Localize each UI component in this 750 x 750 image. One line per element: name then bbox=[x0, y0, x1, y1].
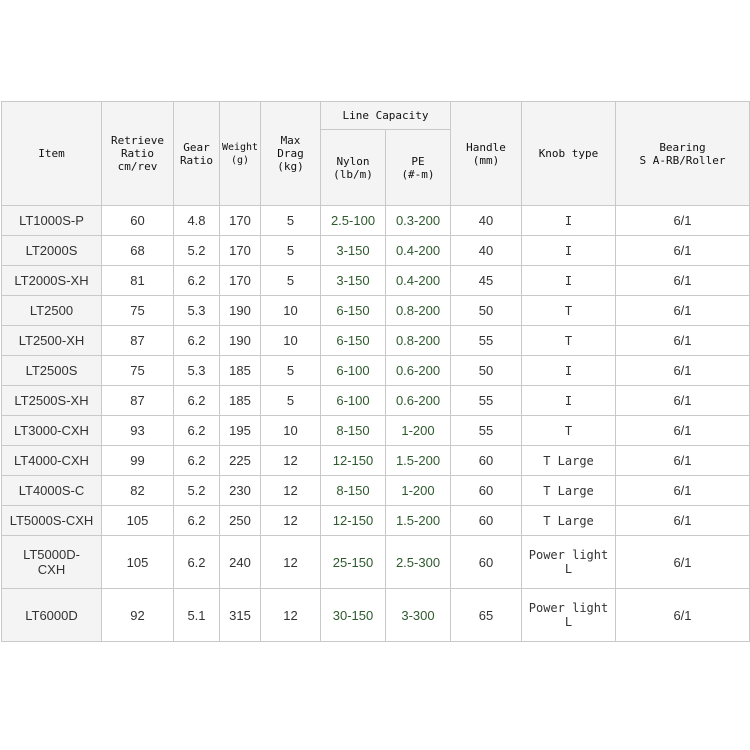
cell-knob: T bbox=[522, 296, 616, 326]
cell-pe: 1-200 bbox=[386, 416, 451, 446]
table-row bbox=[2, 326, 750, 356]
cell-handle: 60 bbox=[451, 476, 522, 506]
table-row bbox=[2, 356, 750, 386]
cell-bearing: 6/1 bbox=[616, 236, 750, 266]
cell-knob: T bbox=[522, 326, 616, 356]
cell-drag: 12 bbox=[261, 506, 321, 536]
cell-bearing: 6/1 bbox=[616, 296, 750, 326]
cell-knob: I bbox=[522, 206, 616, 236]
cell-nylon: 2.5-100 bbox=[321, 206, 386, 236]
cell-weight: 190 bbox=[220, 326, 261, 356]
cell-pe: 0.6-200 bbox=[386, 386, 451, 416]
cell-nylon: 6-100 bbox=[321, 386, 386, 416]
cell-retrieve: 60 bbox=[102, 206, 174, 236]
cell-knob: T Large bbox=[522, 446, 616, 476]
cell-item: LT2500-XH bbox=[2, 326, 102, 356]
cell-nylon: 25-150 bbox=[321, 536, 386, 589]
cell-gear: 6.2 bbox=[174, 386, 220, 416]
cell-item: LT2500S bbox=[2, 356, 102, 386]
cell-weight: 170 bbox=[220, 266, 261, 296]
cell-pe: 0.8-200 bbox=[386, 296, 451, 326]
cell-gear: 5.2 bbox=[174, 236, 220, 266]
cell-drag: 10 bbox=[261, 416, 321, 446]
cell-weight: 185 bbox=[220, 386, 261, 416]
cell-nylon: 6-150 bbox=[321, 326, 386, 356]
cell-knob bbox=[522, 536, 616, 589]
table-row bbox=[2, 589, 750, 642]
cell-knob: I bbox=[522, 236, 616, 266]
cell-pe: 1-200 bbox=[386, 476, 451, 506]
cell-retrieve: 93 bbox=[102, 416, 174, 446]
cell-handle: 55 bbox=[451, 386, 522, 416]
cell-bearing: 6/1 bbox=[616, 536, 750, 589]
cell-item: LT4000S-C bbox=[2, 476, 102, 506]
col-line-capacity-header: Line Capacity bbox=[321, 102, 451, 130]
cell-pe: 3-300 bbox=[386, 589, 451, 642]
cell-nylon: 6-100 bbox=[321, 356, 386, 386]
cell-nylon: 6-150 bbox=[321, 296, 386, 326]
table-row bbox=[2, 206, 750, 236]
table-row bbox=[2, 236, 750, 266]
cell-retrieve: 81 bbox=[102, 266, 174, 296]
cell-knob bbox=[522, 589, 616, 642]
cell-line: L bbox=[564, 615, 573, 629]
cell-nylon: 8-150 bbox=[321, 416, 386, 446]
cell-handle: 60 bbox=[451, 446, 522, 476]
table-row bbox=[2, 296, 750, 326]
cell-pe: 0.8-200 bbox=[386, 326, 451, 356]
cell-knob: T bbox=[522, 416, 616, 446]
cell-gear: 6.2 bbox=[174, 536, 220, 589]
cell-retrieve: 82 bbox=[102, 476, 174, 506]
cell-weight: 190 bbox=[220, 296, 261, 326]
cell-gear: 5.3 bbox=[174, 296, 220, 326]
cell-handle: 60 bbox=[451, 506, 522, 536]
cell-weight: 250 bbox=[220, 506, 261, 536]
cell-drag: 10 bbox=[261, 296, 321, 326]
cell-gear: 5.2 bbox=[174, 476, 220, 506]
cell-gear: 6.2 bbox=[174, 416, 220, 446]
cell-weight: 170 bbox=[220, 236, 261, 266]
cell-knob: I bbox=[522, 356, 616, 386]
cell-pe: 1.5-200 bbox=[386, 446, 451, 476]
col-pe-header: PE (#-m) bbox=[386, 130, 451, 206]
cell-line: Power light bbox=[528, 601, 609, 615]
cell-handle: 40 bbox=[451, 236, 522, 266]
cell-drag: 12 bbox=[261, 589, 321, 642]
cell-item: LT2500 bbox=[2, 296, 102, 326]
col-bearing-header: Bearing S A-RB/Roller bbox=[616, 102, 750, 206]
cell-item: LT3000-CXH bbox=[2, 416, 102, 446]
table-row bbox=[2, 476, 750, 506]
cell-gear: 6.2 bbox=[174, 506, 220, 536]
cell-handle: 55 bbox=[451, 416, 522, 446]
cell-item: LT1000S-P bbox=[2, 206, 102, 236]
table-row bbox=[2, 536, 750, 589]
cell-handle: 65 bbox=[451, 589, 522, 642]
cell-pe: 1.5-200 bbox=[386, 506, 451, 536]
cell-bearing: 6/1 bbox=[616, 266, 750, 296]
cell-handle: 40 bbox=[451, 206, 522, 236]
table-row bbox=[2, 266, 750, 296]
cell-pe: 0.4-200 bbox=[386, 236, 451, 266]
col-weight-header: Weight (g) bbox=[220, 102, 261, 206]
cell-pe: 0.3-200 bbox=[386, 206, 451, 236]
cell-bearing: 6/1 bbox=[616, 589, 750, 642]
cell-retrieve: 87 bbox=[102, 386, 174, 416]
cell-weight: 195 bbox=[220, 416, 261, 446]
cell-item: LT4000-CXH bbox=[2, 446, 102, 476]
cell-drag: 5 bbox=[261, 236, 321, 266]
cell-retrieve: 75 bbox=[102, 296, 174, 326]
cell-weight: 225 bbox=[220, 446, 261, 476]
cell-handle: 50 bbox=[451, 356, 522, 386]
table-body bbox=[2, 206, 750, 642]
cell-item: LT2500S-XH bbox=[2, 386, 102, 416]
cell-retrieve: 99 bbox=[102, 446, 174, 476]
cell-drag: 5 bbox=[261, 206, 321, 236]
cell-line: LT5000D- bbox=[23, 547, 80, 562]
cell-item: LT2000S-XH bbox=[2, 266, 102, 296]
cell-bearing: 6/1 bbox=[616, 356, 750, 386]
cell-weight: 315 bbox=[220, 589, 261, 642]
cell-nylon: 3-150 bbox=[321, 236, 386, 266]
cell-gear: 5.3 bbox=[174, 356, 220, 386]
cell-handle: 60 bbox=[451, 536, 522, 589]
cell-item: LT2000S bbox=[2, 236, 102, 266]
table-row bbox=[2, 416, 750, 446]
cell-weight: 170 bbox=[220, 206, 261, 236]
cell-gear: 4.8 bbox=[174, 206, 220, 236]
cell-pe: 0.4-200 bbox=[386, 266, 451, 296]
col-drag-header: Max Drag (kg) bbox=[261, 102, 321, 206]
cell-bearing: 6/1 bbox=[616, 446, 750, 476]
cell-bearing: 6/1 bbox=[616, 476, 750, 506]
col-knob-header: Knob type bbox=[522, 102, 616, 206]
col-item-header: Item bbox=[2, 102, 102, 206]
table-row bbox=[2, 506, 750, 536]
cell-retrieve: 68 bbox=[102, 236, 174, 266]
cell-knob: T Large bbox=[522, 476, 616, 506]
cell-handle: 50 bbox=[451, 296, 522, 326]
cell-line: CXH bbox=[37, 562, 66, 577]
cell-retrieve: 87 bbox=[102, 326, 174, 356]
cell-nylon: 8-150 bbox=[321, 476, 386, 506]
cell-bearing: 6/1 bbox=[616, 506, 750, 536]
cell-line: L bbox=[564, 562, 573, 576]
cell-gear: 6.2 bbox=[174, 326, 220, 356]
cell-knob: I bbox=[522, 266, 616, 296]
cell-handle: 45 bbox=[451, 266, 522, 296]
col-nylon-header: Nylon (lb/m) bbox=[321, 130, 386, 206]
cell-nylon: 12-150 bbox=[321, 506, 386, 536]
col-gear-header: Gear Ratio bbox=[174, 102, 220, 206]
col-handle-header: Handle (mm) bbox=[451, 102, 522, 206]
cell-retrieve: 105 bbox=[102, 506, 174, 536]
cell-item: LT6000D bbox=[2, 589, 102, 642]
cell-drag: 12 bbox=[261, 446, 321, 476]
cell-item: LT5000S-CXH bbox=[2, 506, 102, 536]
cell-line: Power light bbox=[528, 548, 609, 562]
cell-pe: 2.5-300 bbox=[386, 536, 451, 589]
cell-gear: 6.2 bbox=[174, 446, 220, 476]
cell-drag: 10 bbox=[261, 326, 321, 356]
cell-bearing: 6/1 bbox=[616, 386, 750, 416]
cell-drag: 5 bbox=[261, 386, 321, 416]
cell-knob: T Large bbox=[522, 506, 616, 536]
cell-retrieve: 92 bbox=[102, 589, 174, 642]
cell-drag: 12 bbox=[261, 476, 321, 506]
cell-gear: 6.2 bbox=[174, 266, 220, 296]
cell-bearing: 6/1 bbox=[616, 206, 750, 236]
cell-bearing: 6/1 bbox=[616, 326, 750, 356]
cell-item bbox=[2, 536, 102, 589]
cell-weight: 240 bbox=[220, 536, 261, 589]
cell-knob: I bbox=[522, 386, 616, 416]
table-row bbox=[2, 446, 750, 476]
cell-drag: 12 bbox=[261, 536, 321, 589]
col-retrieve-header: Retrieve Ratio cm/rev bbox=[102, 102, 174, 206]
cell-drag: 5 bbox=[261, 356, 321, 386]
cell-nylon: 3-150 bbox=[321, 266, 386, 296]
cell-gear: 5.1 bbox=[174, 589, 220, 642]
cell-drag: 5 bbox=[261, 266, 321, 296]
cell-weight: 230 bbox=[220, 476, 261, 506]
cell-retrieve: 105 bbox=[102, 536, 174, 589]
cell-handle: 55 bbox=[451, 326, 522, 356]
cell-nylon: 30-150 bbox=[321, 589, 386, 642]
cell-pe: 0.6-200 bbox=[386, 356, 451, 386]
cell-weight: 185 bbox=[220, 356, 261, 386]
table-row bbox=[2, 386, 750, 416]
cell-retrieve: 75 bbox=[102, 356, 174, 386]
cell-nylon: 12-150 bbox=[321, 446, 386, 476]
cell-bearing: 6/1 bbox=[616, 416, 750, 446]
spec-table bbox=[1, 101, 750, 642]
